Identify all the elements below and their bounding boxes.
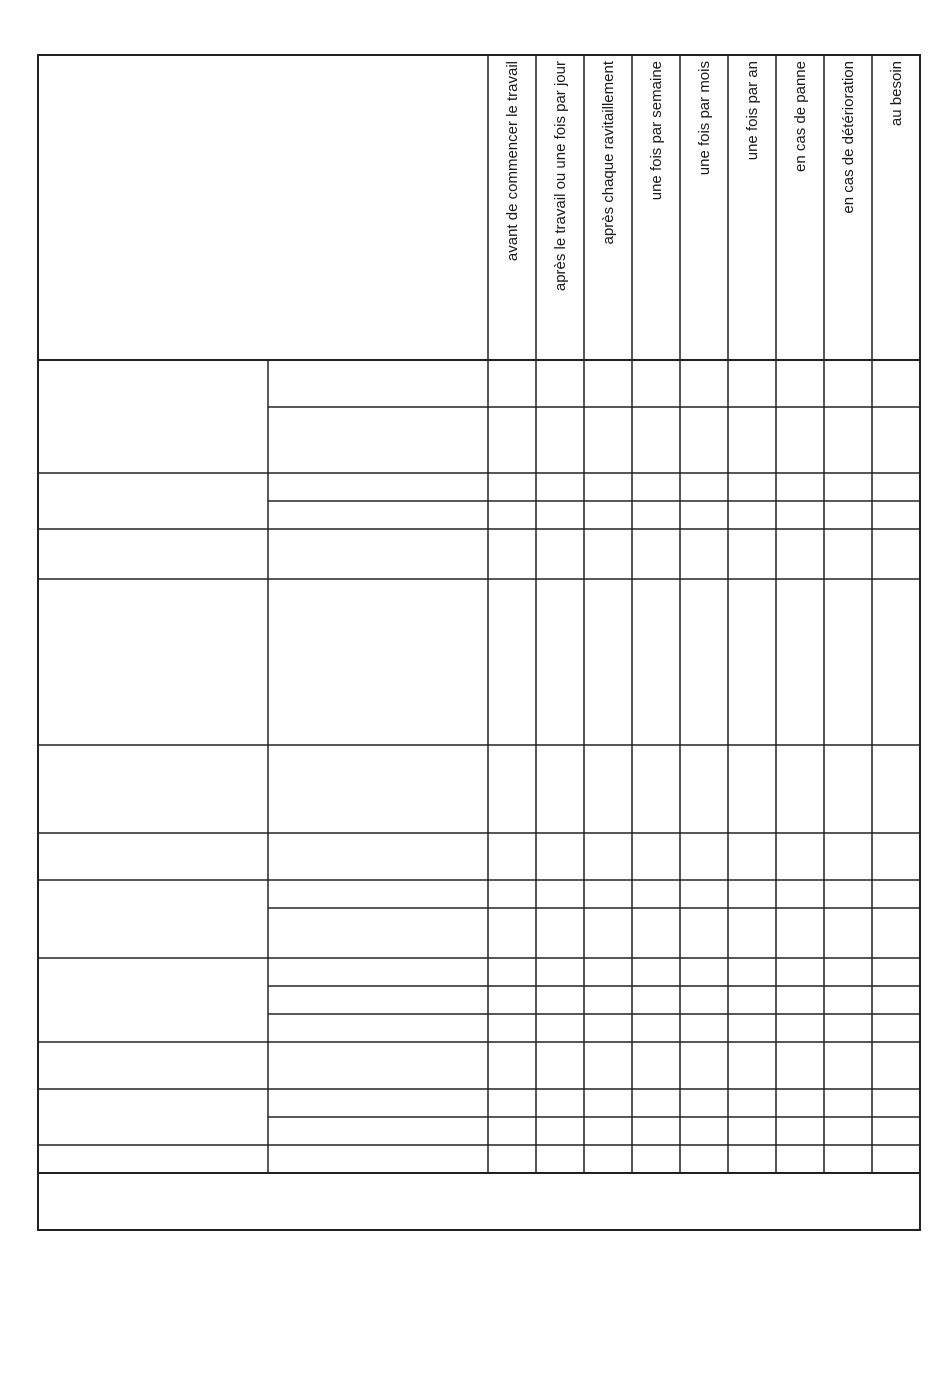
table-outer-border — [38, 55, 920, 1230]
column-header-1: avant de commencer le travail — [504, 61, 521, 262]
column-header-9: au besoin — [888, 61, 905, 127]
column-header-5: une fois par mois — [696, 61, 713, 176]
column-header-8: en cas de détérioration — [840, 61, 857, 214]
table-grid — [38, 55, 920, 1230]
column-header-7: en cas de panne — [792, 61, 809, 172]
column-header-4: une fois par semaine — [648, 61, 665, 201]
column-header-3: après chaque ravitaillement — [600, 61, 617, 245]
column-header-2: après le travail ou une fois par jour — [552, 61, 569, 292]
column-header-row — [504, 60, 905, 291]
column-header-6: une fois par an — [744, 61, 761, 161]
